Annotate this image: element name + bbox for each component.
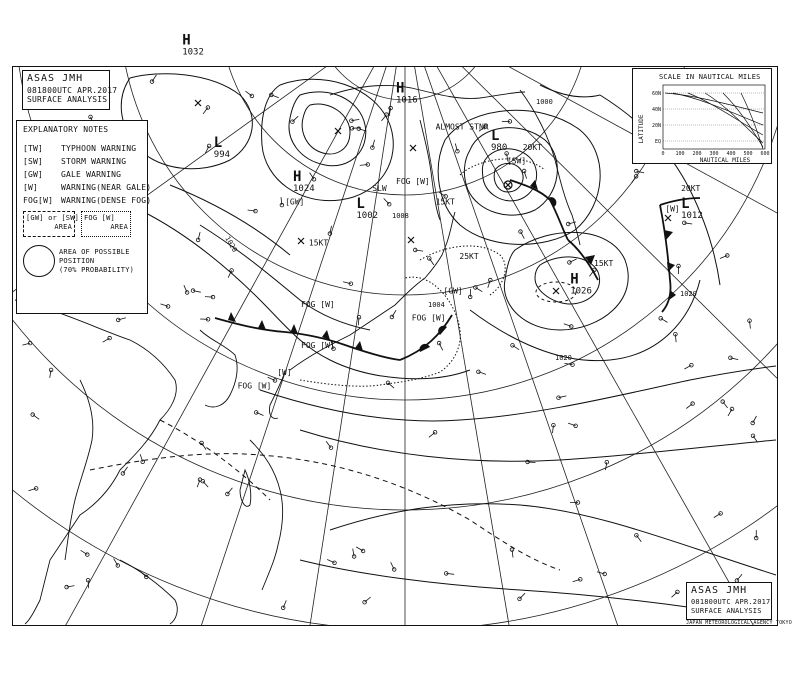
coastline-kamchatka [520,90,580,245]
wind-barb [352,128,360,129]
legend-text: WARNING(DENSE FOG) [61,196,152,205]
warning-label: [W] [665,204,680,214]
possible-position-circle [23,245,55,277]
coastline-taiwan [240,470,251,506]
wind-barb [123,467,128,474]
scale-curve [665,93,763,113]
wind-barb [202,443,206,450]
dashed-lines [90,282,576,570]
legend-area-label: AREA [110,223,128,231]
pressure-type: H [570,271,579,288]
motion-label: 25KT [459,252,479,262]
scale-xtick: 600 [760,151,770,157]
header-title: ASAS JMH [27,73,84,84]
isobar [330,504,776,575]
centre-cross [505,182,511,188]
wind-barb [528,462,536,463]
wind-barb [358,317,359,325]
wind-barb [672,592,678,597]
isobar-label: 1004 [428,301,445,309]
warning-label: [SW] [506,156,527,166]
isobar-label: 1000 [536,98,553,106]
wind-barb [429,432,435,437]
pressure-label: 994 [213,149,231,160]
legend-text: WARNING(NEAR GALE) [61,183,152,192]
wind-barb [661,318,668,322]
motion-label: ALMOST STNR [435,122,489,132]
wind-barb [520,593,526,599]
motion-label: 15KT [435,197,455,207]
pressure-label: 1026 [570,286,592,297]
pressure-type: H [293,169,302,185]
scale-xlabel: NAUTICAL MILES [699,157,751,164]
station-marker [568,261,572,265]
legend-code: FOG[W] [23,196,54,205]
warning-label: [GW] [443,286,463,296]
legend-area-gw-sw [23,211,80,237]
pressure-type: L [491,128,500,144]
legend-items [23,144,152,205]
wind-barb [728,409,732,416]
agency-credit: JAPAN METEOROLOGICAL AGENCY TOKYO [686,620,792,626]
wind-barb [513,345,520,349]
wind-barb [203,108,208,114]
scale-xtick: 200 [692,151,702,157]
wind-barb [203,481,208,487]
isobar [289,92,366,166]
isobar-label: 1020 [555,354,572,362]
legend-area-fog [81,211,131,237]
scale-xtick: 0 [661,151,665,157]
legend-text: GALE WARNING [61,170,122,179]
legend-code: [SW] [23,157,44,166]
warning-label: [GW] [285,197,305,207]
wind-barb [246,91,252,96]
wind-barb [753,436,758,443]
meridian [180,10,405,682]
legend-text: TYPHOON WARNING [61,144,137,153]
scale-ytick: 60N [651,91,661,97]
isobar [504,232,628,330]
warning-label: FOG [W] [396,177,430,187]
header-bottom-title: ASAS JMH [691,585,748,596]
wind-barb [475,288,482,292]
cold-front [215,318,400,360]
pressure-type: H [396,80,405,97]
wind-barb [292,116,298,122]
coastline-indochina [65,380,93,560]
legend-item [23,144,141,153]
pressure-label: 1024 [293,184,315,194]
wind-barb [365,597,371,602]
warm-front-semicircle [419,344,430,352]
possible-line2: POSITION [59,256,95,265]
wind-barb [429,258,434,265]
legend-code: [TW] [23,144,44,153]
scale-ylabel: LATITUDE [638,114,645,144]
wind-barb [636,535,641,541]
legend-area-or: or [48,214,57,222]
pressure-type: L [356,196,365,213]
warm-front-semicircle [438,326,447,335]
wind-barb [382,115,387,121]
isobar [540,85,600,97]
wind-barb [714,513,721,517]
wind-barb [632,176,637,183]
legend-text: STORM WARNING [61,157,127,166]
header-bottom-time: 081800UTC APR.2017 [691,598,771,606]
legend-item [23,157,141,166]
motion-label: SLW [372,184,387,193]
pressure-type: L [213,134,223,151]
centre-cross [410,145,416,151]
wind-barb [737,574,742,580]
warning-label: FOG [W] [301,299,335,309]
legend-title: EXPLANATORY NOTES [23,125,109,134]
header-subtitle: SURFACE ANALYSIS [27,95,108,104]
wind-barb [103,338,110,342]
station-marker [570,325,574,329]
motion-label: 20KT [522,143,542,152]
wind-barb [392,310,396,317]
pressure-systems [182,33,703,297]
pressure-type: H [182,32,191,49]
scale-curve [741,93,763,149]
cold-front-triangle [290,324,298,334]
pressure-label: 1032 [182,47,204,58]
header-bottom-subtitle: SURFACE ANALYSIS [691,607,762,615]
warning-label: FOG [W] [237,381,272,391]
possible-line3: (70% PROBABILITY) [59,265,135,274]
wind-barb [205,297,213,298]
isobar-label: 1008 [392,212,409,220]
scale-curve [723,93,763,147]
scale-ytick: EQ [654,139,661,145]
wind-barb [114,559,118,566]
isobar [494,163,523,192]
isobar [464,128,557,215]
pressure-type: L [681,196,690,213]
isobar [300,430,776,461]
scale-xtick: 100 [675,151,685,157]
header-time: 081800UTC APR.2017 [27,86,118,95]
legend-code: [GW] [23,170,44,179]
motion-label: 20KT [681,184,701,193]
wind-barb [88,580,89,588]
legend-item [23,196,152,205]
isobar [262,79,394,200]
scale-xtick: 300 [709,151,719,157]
pressure-label: 1002 [356,211,379,222]
header-bottom [686,582,772,620]
coastline-okhotsk [330,85,525,98]
scale-xtick: 400 [726,151,736,157]
coastline-korea [200,330,237,407]
pressure-label: 1012 [681,211,703,222]
possible-line1: AREA OF POSSIBLE [59,247,130,256]
centre-cross [298,238,304,244]
isotherm-dashed [160,420,270,500]
wind-barb [81,550,88,554]
station-marker [361,549,365,553]
wind-barb [356,547,363,551]
centre-cross [553,288,559,294]
isobar [260,366,776,421]
wind-barb [675,334,676,342]
centre-cross [408,237,414,243]
header-top [22,70,118,110]
cold-front-triangle [228,312,236,322]
scale-ytick: 40N [651,107,661,113]
centre-cross [195,100,201,106]
centre-cross [335,128,341,134]
scale-title: SCALE IN NAUTICAL MILES [659,73,761,81]
wind-barb [723,402,728,408]
warning-label: FOG [W] [411,313,446,323]
scale-box [632,68,772,164]
warning-label: FOG [W] [301,340,335,350]
wind-barb [227,488,232,494]
legend-area-gw: [GW] [26,214,44,222]
scale-xtick: 500 [743,151,753,157]
scale-graph [633,69,773,165]
wind-barb [33,415,40,420]
legend-item [23,183,152,192]
scale-ytick: 20N [651,123,661,129]
legend-item [23,170,141,179]
isobar-label: 1020 [680,290,697,298]
legend-area-fog-label: FOG [W] [84,214,115,222]
coastline-borneo [120,560,177,624]
isobar-label: 1020 [223,235,239,254]
legend-code: [W] [23,183,39,192]
explanatory-notes [16,120,152,314]
motion-label: 15KT [594,259,614,268]
centre-cross [665,215,671,221]
pressure-label: 980 [491,143,508,153]
wind-barb [152,75,156,82]
pressure-label: 1016 [396,95,418,106]
wind-barb [326,441,331,447]
isobar-value-labels [223,98,697,362]
wind-barb [686,404,692,409]
wind-barb [384,198,390,204]
station-marker [89,115,93,119]
legend-area-sw: [SW] [61,214,80,222]
coastline-asia [15,300,176,624]
cold-front-triangle [667,262,675,272]
motion-label: 15KT [308,238,329,248]
isobar [302,104,350,154]
legend-area-label: AREA [54,223,72,231]
warning-label: [W] [277,368,292,378]
